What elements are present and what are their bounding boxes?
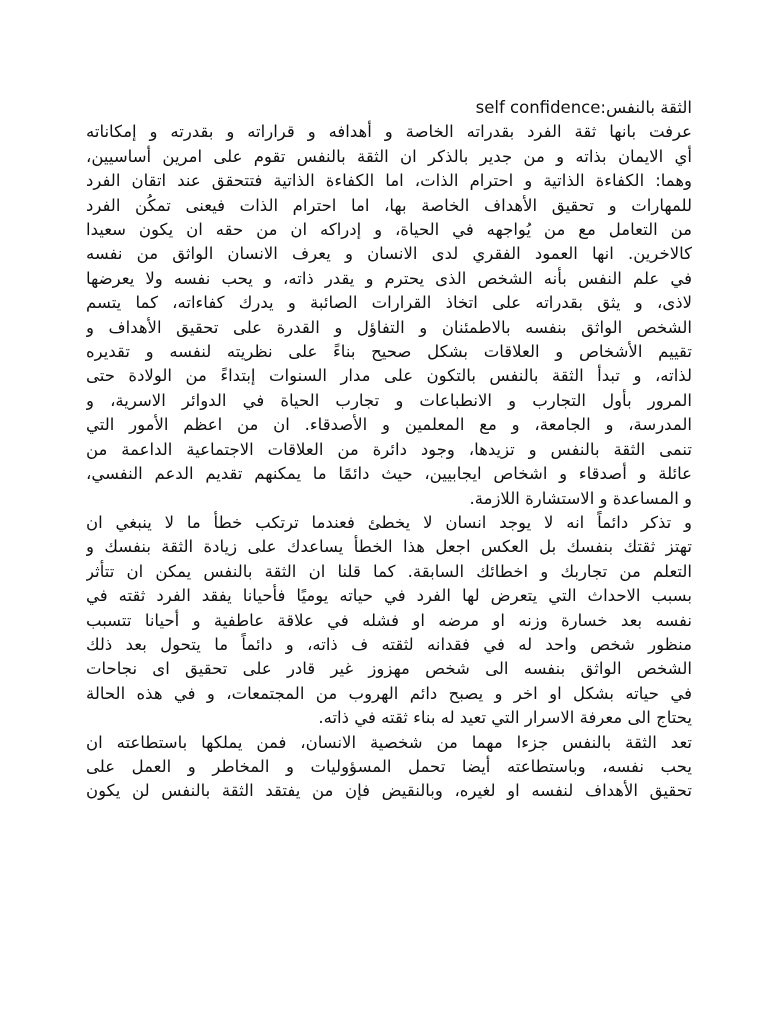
title-arabic: الثقة بالنفس: [600, 98, 692, 117]
text-line-12: المرور بأول التجارب و الانطباعات و تجارب الحياة في الدوائر الاسرية، و [86, 390, 692, 410]
document-page [86, 96, 692, 804]
text-line-17: و تذكر دائماً انه لا يوجد انسان لا يخطئ فعندما ترتكب خطأ ما لا ينبغي ان [86, 512, 692, 532]
document-title [86, 96, 692, 120]
text-line-16: و المساعدة و الاستشارة اللازمة. [469, 488, 692, 508]
text-line-7: في علم النفس بأنه الشخص الذى يحترم و يقدر ذاته، و يحب نفسه ولا يعرضها [86, 268, 692, 288]
text-line-20: بسبب الاحداث التي يتعرض لها الفرد في حياته يوميًا فأحيانا يفقد الفرد ثقته في [86, 586, 692, 606]
text-line-15: عائلة و أصدقاء و اشخاص ايجابيين، حيث دائمًا ما يمكنهم تقديم الدعم النفسي، [86, 464, 692, 484]
text-line-24: في حياته بشكل او اخر و يصبح دائم الهروب من المجتمعات، و في هذه الحالة [86, 683, 692, 703]
title-english: self confidence [475, 98, 601, 117]
text-line-2: أي الايمان بذاته و من جدير بالذكر ان الثقة بالنفس تقوم على امرين أساسيين، [86, 146, 692, 166]
text-line-8: لاذى، و يثق بقدراته على اتخاذ القرارات الصائبة و يدرك كفاءاته، كما يتسم [86, 293, 692, 313]
text-line-27: يحب نفسه، وباستطاعته أيضا تحمل المسؤوليات و المخاطر و العمل على [86, 756, 692, 776]
text-line-3: وهما: الكفاءة الذاتية و احترام الذات، اما الكفاءة الذاتية فتتحقق عند اتقان الفرد [86, 171, 692, 191]
text-line-13: المدرسة، و الجامعة، و مع المعلمين و الأصدقاء. ان من اعظم الأمور التي [86, 415, 692, 435]
text-line-10: تقييم الأشخاص و العلاقات بشكل صحيح بناءً على نظريته لنفسه و تقديره [86, 342, 692, 362]
text-line-5: من التعامل مع من يُواجهه في الحياة، و إدراكه ان من حقه ان يكون سعيدا [86, 220, 692, 240]
text-line-23: الشخص الواثق بنفسه الى شخص مهزوز غير قادر على تحقيق اى نجاحات [86, 659, 692, 679]
text-line-26: تعد الثقة بالنفس جزءا مهما من شخصية الانسان، فمن يملكها باستطاعته ان [86, 732, 692, 752]
text-line-19: التعلم من تجاربك و اخطائك السابقة. كما قلنا ان الثقة بالنفس يمكن ان تتأثر [86, 561, 692, 581]
text-line-25: يحتاج الى معرفة الاسرار التي تعيد له بناء ثقته في ذاته. [318, 708, 692, 728]
text-line-1: عرفت بانها ثقة الفرد بقدراته الخاصة و أهدافه و قراراته و بقدرته و إمكاناته [86, 122, 692, 142]
text-line-28: تحقيق الأهداف لنفسه او لغيره، وبالنقيض فإن من يفتقد الثقة بالنفس لن يكون [86, 781, 692, 801]
text-line-4: للمهارات و تحقيق الأهداف الخاصة بها، اما احترام الذات فيعنى تمكُن الفرد [86, 195, 692, 215]
text-line-22: منظور شخص واحد له في فقدانه لثقته ف ذاته، و دائماً ما يتحول بعد ذلك [86, 634, 692, 654]
text-line-9: الشخص الواثق بنفسه بالاطمئنان و التفاؤل و القدرة على تحقيق الأهداف و [86, 317, 692, 337]
text-line-11: لذاته، و تبدأ الثقة بالنفس بالتكون على مدار السنوات إبتداءً من الولادة حتى [86, 366, 692, 386]
text-line-21: نفسه بعد خسارة وزنه او مرضه او فشله في علاقة عاطفية و أحيانا تتسبب [86, 610, 692, 630]
text-line-18: تهتز ثقتك بنفسك بل العكس اجعل هذا الخطأ يساعدك على زيادة الثقة بنفسك و [86, 537, 692, 557]
text-line-6: كالاخرين. انها العمود الفقري لدى الانسان و يعرف الانسان الواثق من نفسه [86, 244, 692, 264]
text-line-14: تنمى الثقة بالنفس و تزيدها، وجود دائرة من العلاقات الاجتماعية الداعمة من [86, 439, 692, 459]
